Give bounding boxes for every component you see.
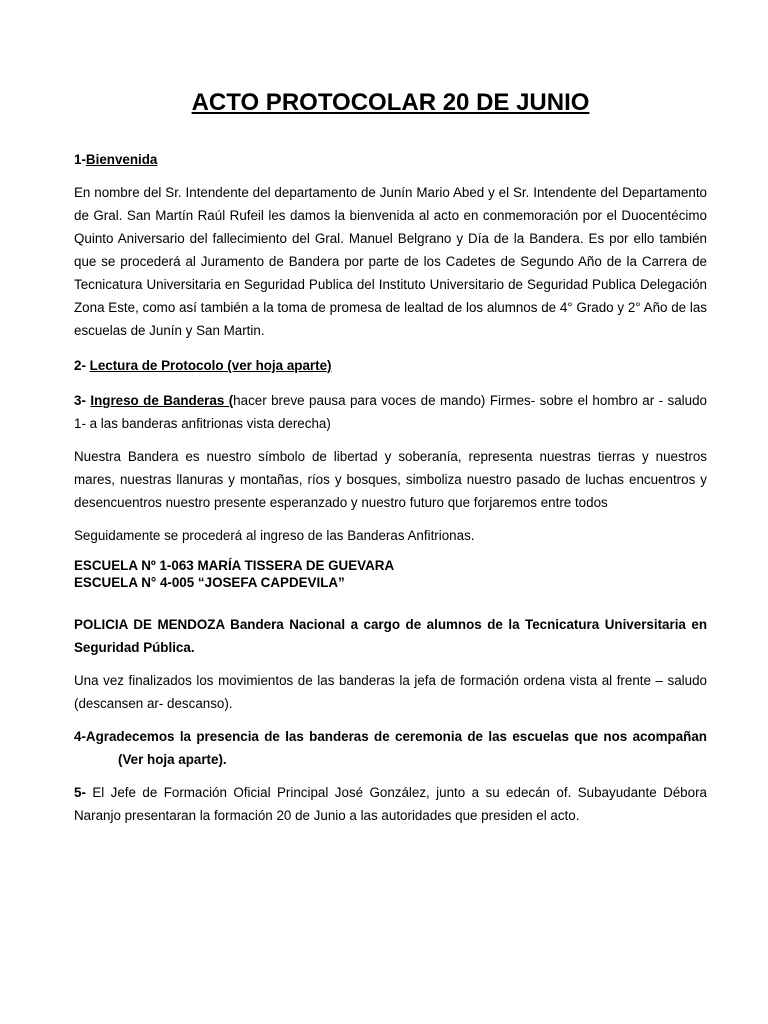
schools-list xyxy=(74,557,707,591)
section-3-title: Ingreso de Banderas ( xyxy=(90,393,234,408)
section-1-title: Bienvenida xyxy=(85,152,158,167)
section-5-number: 5- xyxy=(74,785,93,800)
host-flags-paragraph: Seguidamente se procederá al ingreso de las Banderas Anfitrionas. xyxy=(74,528,475,543)
section-5-paragraph xyxy=(74,781,707,827)
flag-paragraph: Nuestra Bandera es nuestro símbolo de libertad y soberanía, representa nuestras tierras y nuestros mares, nuestras llanuras y montañas, ríos y bosques, simboliza nuestro pasado de luchas encuentros y desencuentros nuestro presente esperanzado y nuestro futuro que forjaremos entre todos xyxy=(74,449,707,510)
section-3-heading xyxy=(74,389,707,435)
section-2-number: 2- xyxy=(74,358,90,373)
formation-paragraph: Una vez finalizados los movimientos de las banderas la jefa de formación ordena vista al frente – saludo (descansen ar- descanso). xyxy=(74,673,707,711)
police-paragraph: POLICIA DE MENDOZA Bandera Nacional a cargo de alumnos de la Tecnicatura Universitaria en Seguridad Pública. xyxy=(74,617,707,655)
section-1-number: 1- xyxy=(74,152,86,167)
welcome-paragraph: En nombre del Sr. Intendente del departamento de Junín Mario Abed y el Sr. Intendente del Departamento de Gral. San Martín Raúl Rufeil les damos la bienvenida al acto en conmemoración por el Duocentécimo Quinto Aniversario del fallecimiento del Gral. Manuel Belgrano y Día de la Bandera. Es por ello también que se procederá al Juramento de Bandera por parte de los Cadetes de Segundo Año de la Carrera de Tecnicatura Universitaria en Seguridad Publica del Instituto Universitario de Seguridad Publica Delegación Zona Este, como así también a la toma de promesa de lealtad de los alumnos de 4° Grado y 2° Año de las escuelas de Junín y San Martin. xyxy=(74,185,707,338)
section-2-heading xyxy=(74,354,707,377)
section-1-heading xyxy=(74,148,707,171)
section-2-title: Lectura de Protocolo (ver hoja aparte) xyxy=(89,358,332,373)
section-4-text: 4-Agradecemos la presencia de las banderas de ceremonia de las escuelas que nos acompañan xyxy=(74,729,707,744)
section-5-text: El Jefe de Formación Oficial Principal José González, junto a su edecán of. Subayudante Débora Naranjo presentaran la formación 20 de Junio a las autoridades que presiden el acto. xyxy=(74,785,707,823)
section-4-note: (Ver hoja aparte). xyxy=(118,752,227,767)
school-item: ESCUELA N° 4-005 “JOSEFA CAPDEVILA” xyxy=(74,575,345,590)
page-title: ACTO PROTOCOLAR 20 DE JUNIO xyxy=(191,89,590,116)
section-3-instructions: hacer breve pausa para voces de mando) Firmes- sobre el hombro ar - saludo 1- a las banderas anfitrionas vista derecha) xyxy=(74,393,707,431)
section-3-number: 3- xyxy=(74,393,91,408)
section-4-paragraph xyxy=(74,725,707,771)
school-item: ESCUELA Nº 1-063 MARÍA TISSERA DE GUEVARA xyxy=(74,558,395,573)
